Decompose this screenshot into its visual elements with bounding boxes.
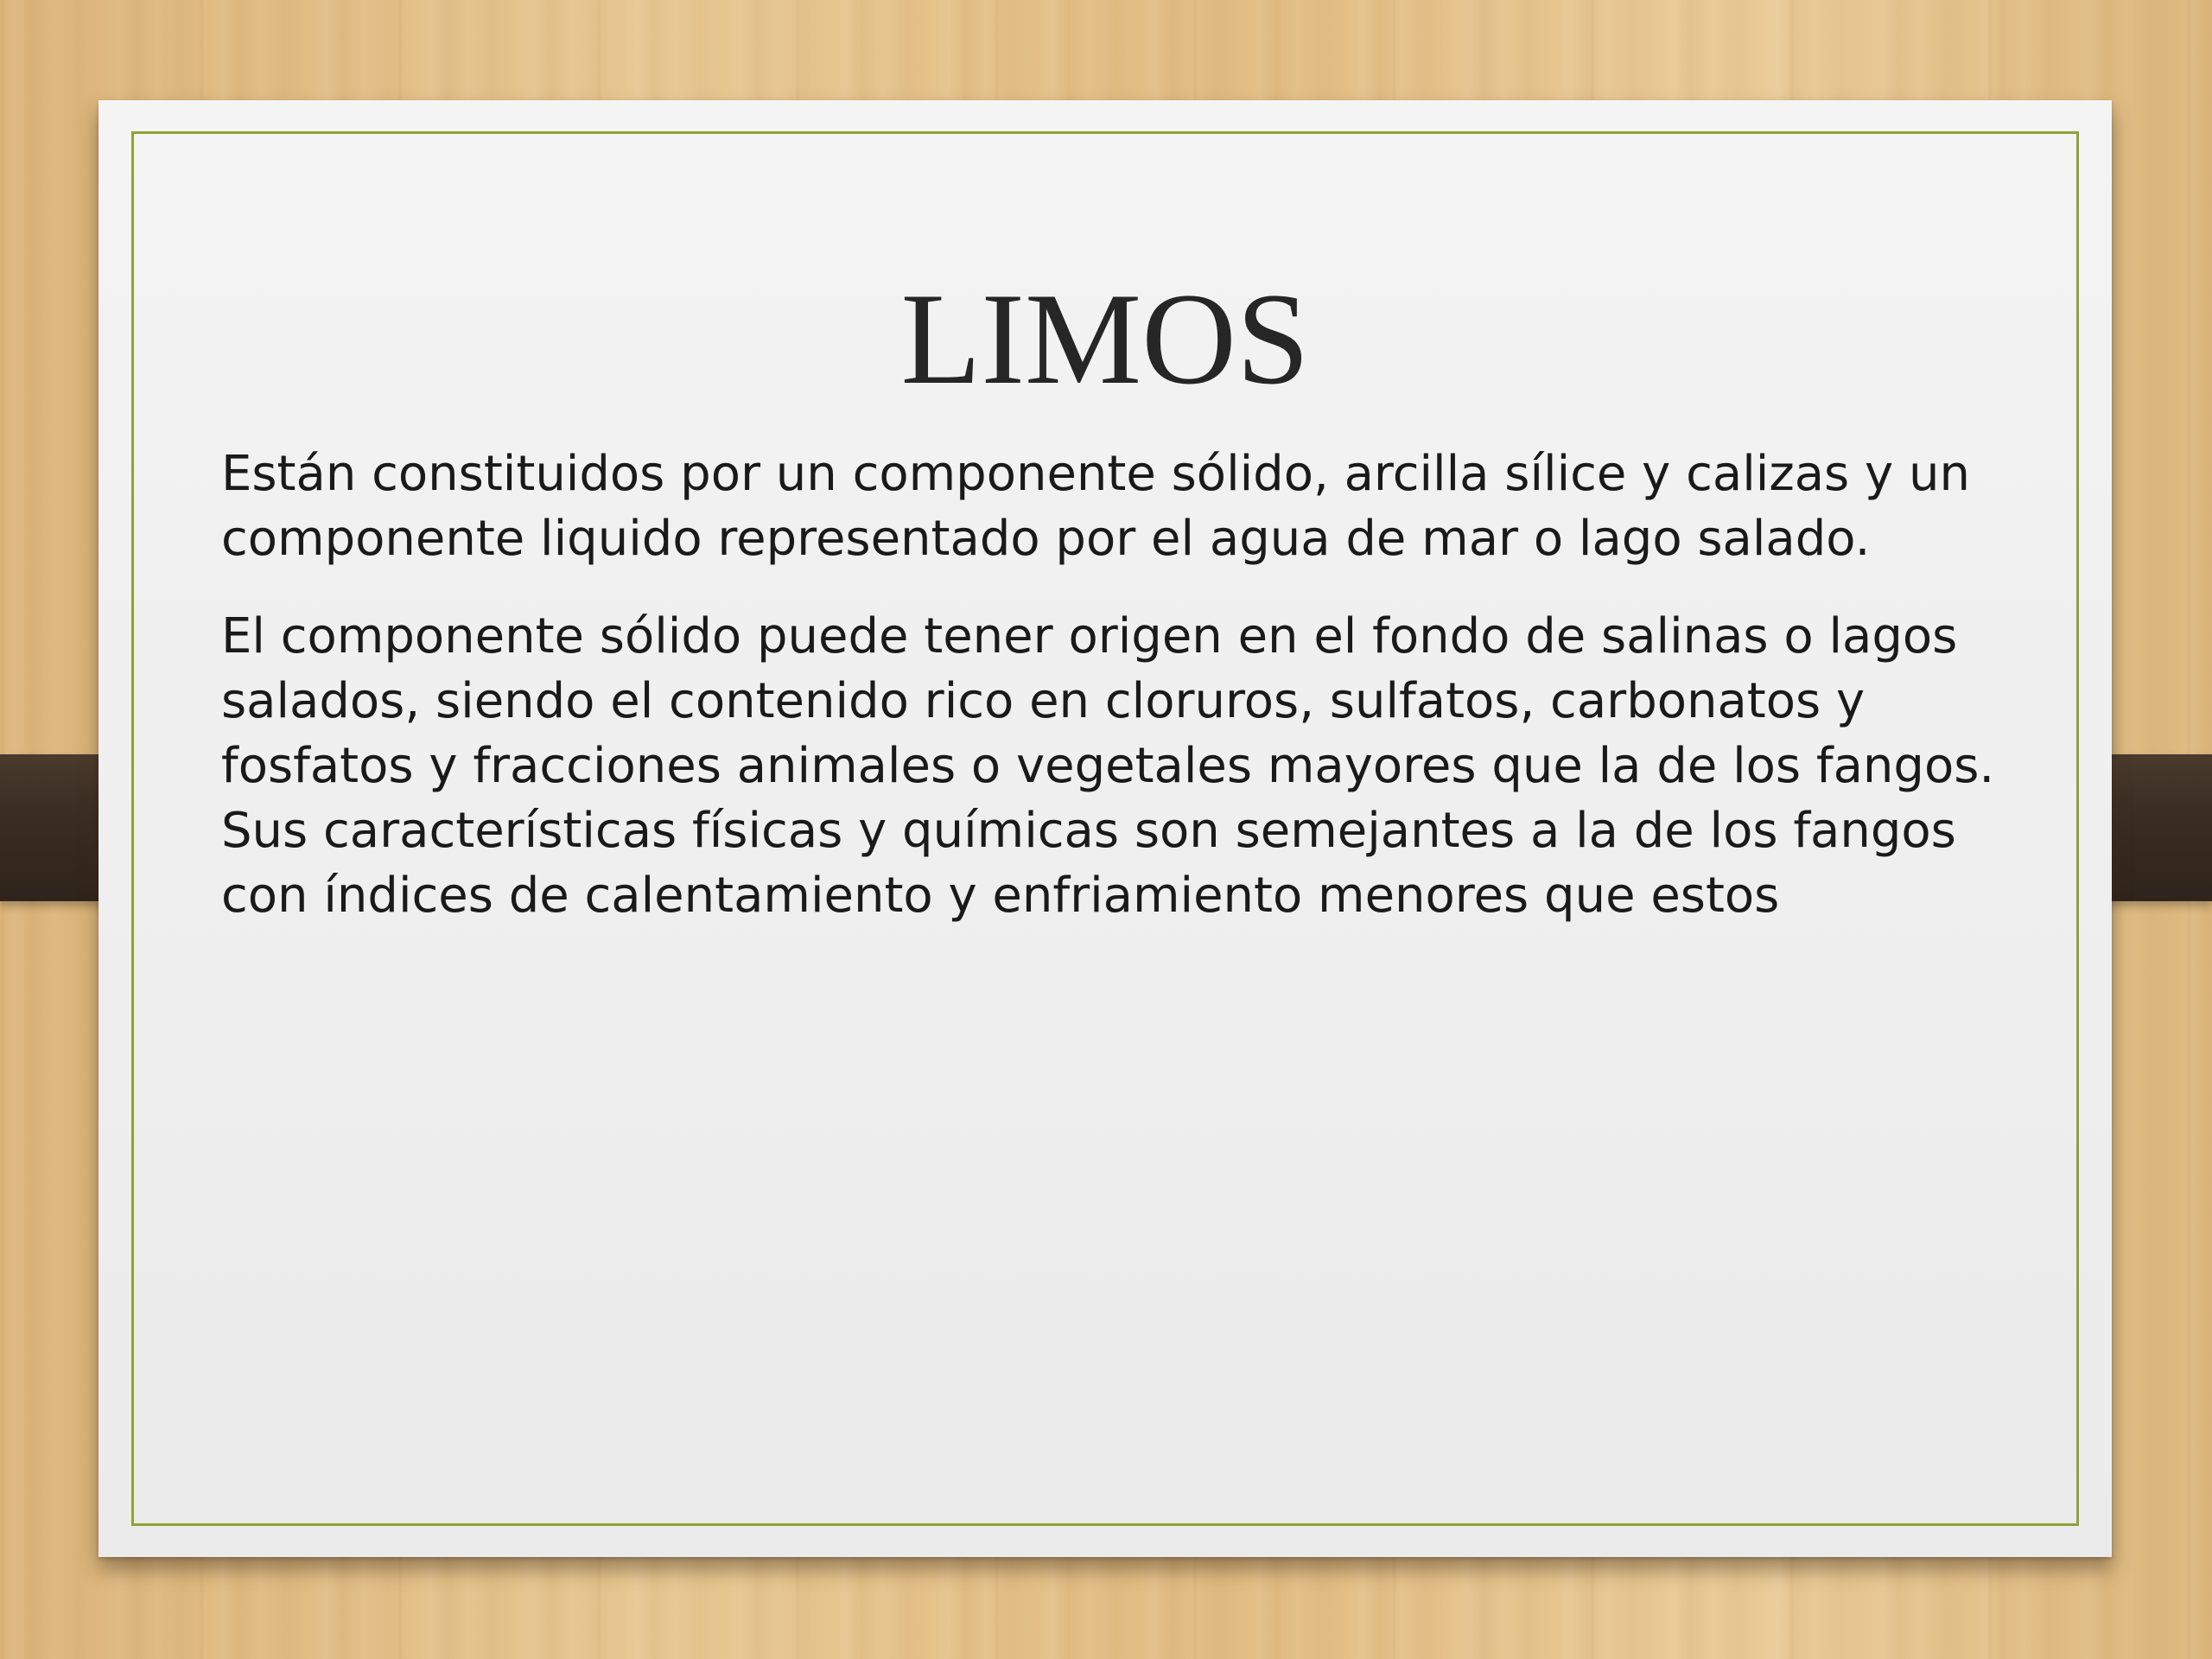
body-paragraph-1: Están constituidos por un componente sólido, arcilla sílice y calizas y un componente liquido representado por el agua de mar o lago salado. xyxy=(221,446,1970,567)
slide-card xyxy=(99,100,2112,1557)
body-paragraph-2: El componente sólido puede tener origen en el fondo de salinas o lagos salados, siendo el contenido rico en cloruros, sulfatos, carbonatos y fosfatos y fracciones animales o vegetales mayores que la de los fangos. Sus características físicas y químicas son semejantes a la de los fangos con índices de calentamiento y enfriamiento menores que estos xyxy=(221,608,1995,924)
slide-body xyxy=(221,442,2001,961)
slide-title: LIMOS xyxy=(900,266,1310,411)
